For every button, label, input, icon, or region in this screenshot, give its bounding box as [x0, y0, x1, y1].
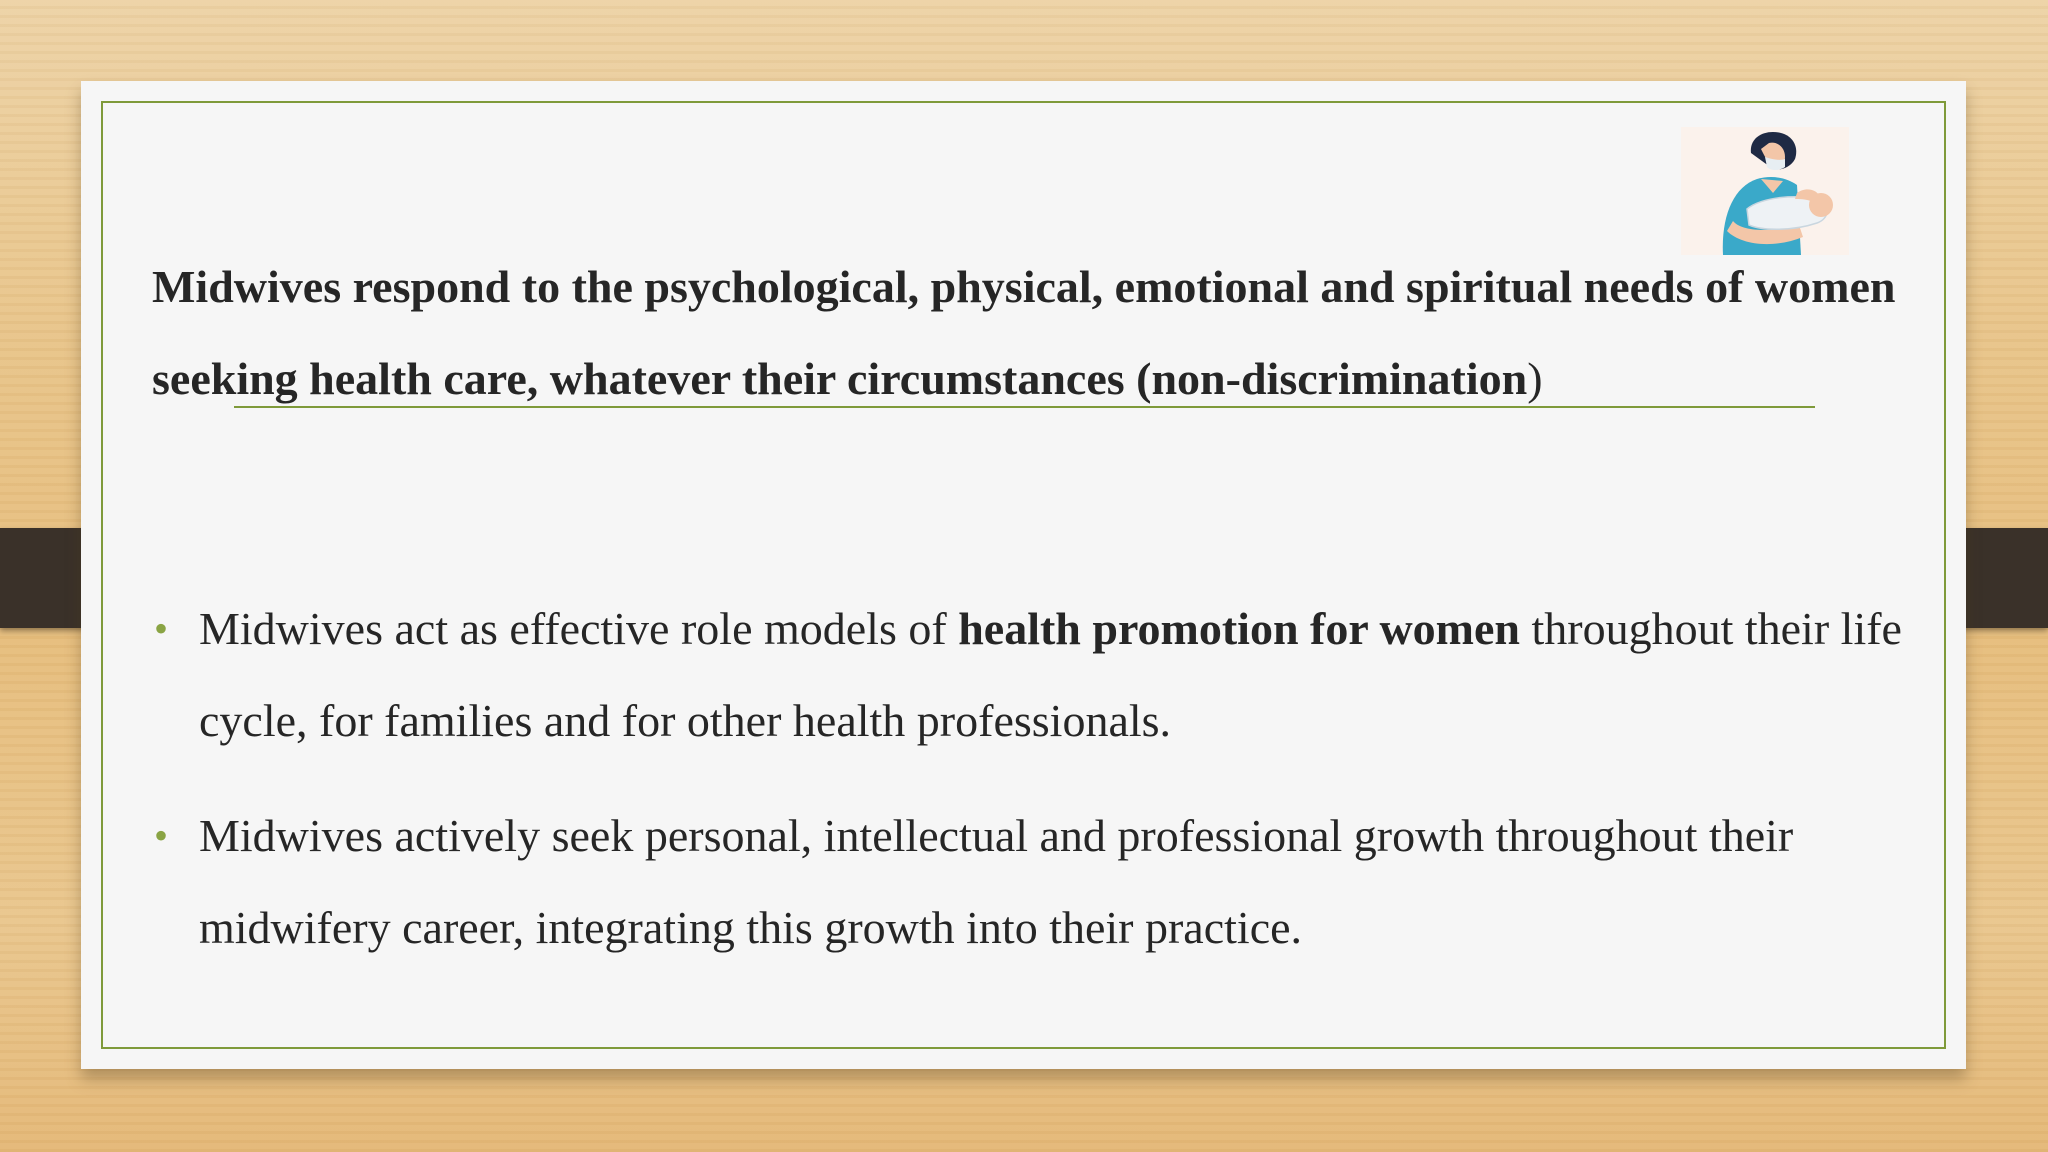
bullet-item-role-models — [152, 583, 1942, 767]
bullet-item-growth — [152, 790, 1942, 974]
bullet-marker: • — [154, 813, 169, 858]
bullet-text-bold: health promotion for women — [958, 603, 1520, 654]
slide-card — [81, 81, 1966, 1069]
slide-heading — [152, 241, 1932, 425]
bullet-list — [152, 583, 1942, 997]
bullet-marker: • — [154, 606, 169, 651]
midwife-holding-newborn-icon — [1681, 127, 1849, 255]
heading-main-text: Midwives respond to the psychological, physical, emotional and spiritual needs of women seeking health care, whatever their circumstances (non-discrimination — [152, 261, 1896, 404]
bullet-text-before: Midwives act as effective role models of — [199, 603, 959, 654]
bullet-text: Midwives actively seek personal, intellectual and professional growth throughout their midwifery career, integrating this growth into their practice. — [199, 810, 1794, 953]
heading-closing-paren: ) — [1527, 353, 1543, 404]
bullet-text-after: throughout their life cycle, for families and for other health professionals. — [199, 603, 1902, 746]
